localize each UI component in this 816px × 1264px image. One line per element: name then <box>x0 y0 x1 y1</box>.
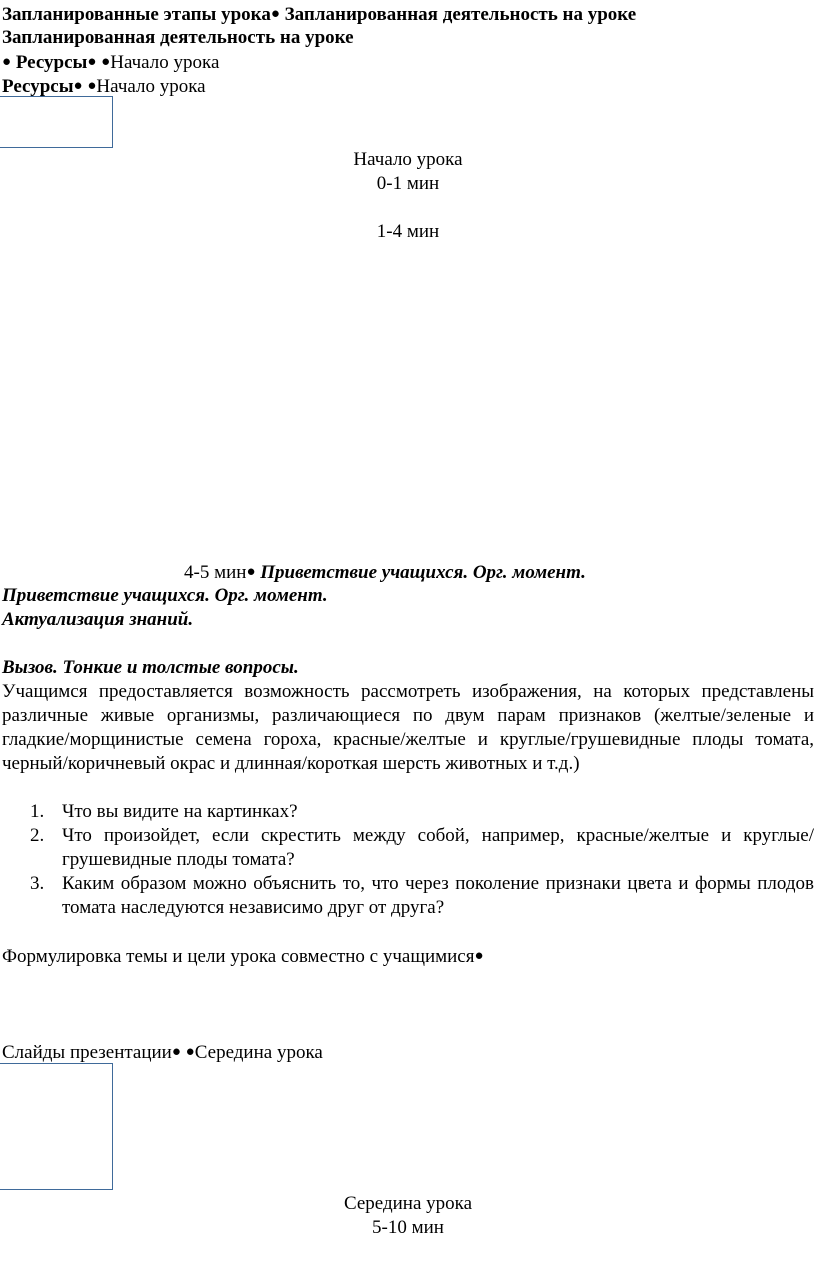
bullet-icon: ● <box>246 564 256 580</box>
stage-start-time-4-5: 4-5 мин <box>184 562 247 583</box>
stage-start-time-0-1: 0-1 мин <box>376 173 440 194</box>
question-text: Каким образом можно объяснить то, что через поколение признаки цвета и формы плодов томата наследуются независимо друг от друга? <box>62 873 814 918</box>
list-item <box>0 824 814 872</box>
time-4-5-line <box>184 560 586 585</box>
greeting-text-repeat: Приветствие учащихся. Орг. момент. <box>2 585 328 606</box>
stage-start-title: Начало урока <box>353 149 463 170</box>
question-number: 1. <box>30 801 45 822</box>
question-text: Что вы видите на картинках? <box>62 801 298 822</box>
planned-activity-heading-repeat: Запланированная деятельность на уроке <box>2 27 354 48</box>
bullet-icon: ● <box>73 78 83 94</box>
lesson-middle-label: Середина урока <box>194 1042 323 1063</box>
bullet-icon: ● <box>171 1044 181 1060</box>
empty-frame-box <box>0 96 113 148</box>
question-text: Что произойдет, если скрестить между собой, например, красные/желтые и круглые/грушевидные плоды томата? <box>62 825 814 870</box>
questions-list <box>0 800 814 920</box>
bullet-icon: ● <box>101 54 111 70</box>
empty-frame-box <box>0 1063 113 1190</box>
challenge-heading: Вызов. Тонкие и толстые вопросы. <box>2 657 299 678</box>
formulation-text: Формулировка темы и цели урока совместно с учащимися <box>2 946 475 967</box>
stage-start-time-1-4: 1-4 мин <box>376 221 440 242</box>
lesson-start-label: Начало урока <box>110 52 220 73</box>
header-line-1 <box>2 2 636 27</box>
bullet-icon: ● <box>474 948 484 964</box>
task-description-paragraph: Учащимся предоставляется возможность рассмотреть изображения, на которых представлены различные живые организмы, различающиеся по двум парам признаков (желтые/зеленые и гладкие/морщинистые семена гороха, красные/желтые и круглые/грушевидные плоды томата, черный/коричневый окрас и длинная/короткая шерсть животных и т.д.) <box>2 681 814 774</box>
bullet-icon: ● <box>270 6 280 22</box>
list-item <box>0 800 814 824</box>
bullet-icon: ● <box>87 54 97 70</box>
lesson-start-label-repeat: Начало урока <box>96 76 206 97</box>
bullet-icon: ● <box>185 1044 195 1060</box>
planned-stages-heading: Запланированные этапы урока <box>2 4 271 25</box>
stage-middle-title: Середина урока <box>343 1193 473 1214</box>
bullet-icon: ● <box>2 54 12 70</box>
question-number: 3. <box>30 873 45 894</box>
greeting-text: Приветствие учащихся. Орг. момент. <box>255 562 586 583</box>
bullet-icon: ● <box>87 78 97 94</box>
resources-heading-repeat: Ресурсы <box>2 76 74 97</box>
actualization-heading: Актуализация знаний. <box>2 609 194 630</box>
formulation-line <box>2 944 484 969</box>
planned-activity-heading: Запланированная деятельность на уроке <box>279 4 637 25</box>
stage-middle-time-5-10: 5-10 мин <box>372 1217 444 1238</box>
question-number: 2. <box>30 825 45 846</box>
list-item <box>0 872 814 920</box>
header-line-3 <box>2 50 219 75</box>
header-line-2 <box>2 26 354 50</box>
slides-text: Слайды презентации <box>2 1042 172 1063</box>
resources-heading: Ресурсы <box>11 52 88 73</box>
slides-line <box>2 1040 323 1065</box>
